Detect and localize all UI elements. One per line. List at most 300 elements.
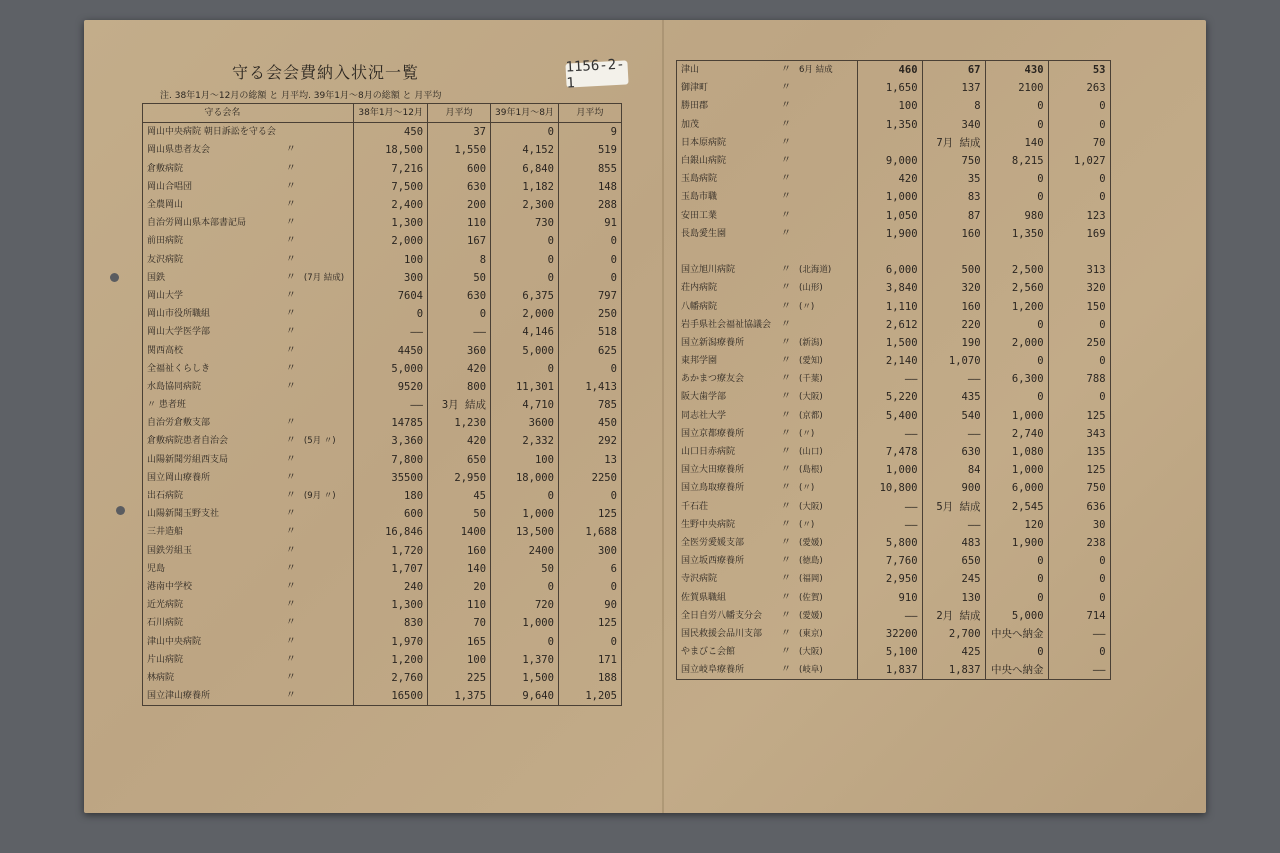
ditto-mark: 〃 (285, 599, 296, 611)
value-v3: 1,350 (985, 225, 1048, 243)
row-note (302, 669, 354, 687)
row-note (302, 687, 354, 706)
org-name: 安田工業 (681, 210, 718, 221)
value-v4: 2250 (558, 469, 621, 487)
value-v4: 70 (1048, 134, 1110, 152)
value-v3: 13,500 (491, 523, 559, 541)
row-note (302, 396, 354, 414)
value-v3: 1,000 (985, 461, 1048, 479)
table-row (677, 297, 1111, 315)
row-note (302, 578, 354, 596)
org-name: 港南中学校 (147, 581, 193, 592)
value-v2: —— (428, 323, 491, 341)
value-v4: 150 (1048, 297, 1110, 315)
ditto-mark: 〃 (285, 635, 296, 647)
table-row (677, 425, 1111, 443)
value-v3: 6,840 (491, 160, 559, 178)
org-name: 白銀山病院 (681, 156, 727, 167)
header-col-5: 月平均 (558, 104, 621, 123)
value-v2: 2,950 (428, 469, 491, 487)
table-row (143, 232, 622, 250)
org-name: 全医労愛媛支部 (681, 537, 745, 548)
ditto-mark: 〃 (285, 526, 296, 538)
value-v3: 0 (491, 251, 559, 269)
value-v1: —— (857, 516, 922, 534)
table-row (677, 588, 1111, 606)
value-v1: 2,000 (354, 232, 428, 250)
org-name: 前田病院 (147, 236, 184, 247)
value-v2: 70 (428, 614, 491, 632)
value-v2: 750 (922, 152, 985, 170)
table-row (677, 134, 1111, 152)
value-v1: 2,140 (857, 352, 922, 370)
header-note (302, 104, 354, 123)
row-note (302, 232, 354, 250)
value-v3: 1,000 (491, 614, 559, 632)
value-v1: 1,707 (354, 560, 428, 578)
value-v3: 0 (491, 632, 559, 650)
value-v3: 0 (491, 360, 559, 378)
table-row (143, 523, 622, 541)
ditto-mark: 〃 (285, 453, 296, 465)
value-v4: 13 (558, 451, 621, 469)
row-note: (徳島) (799, 556, 823, 567)
table-row (677, 188, 1111, 206)
value-v4: 636 (1048, 498, 1110, 516)
org-name (677, 243, 776, 261)
table-row (677, 625, 1111, 643)
value-v4: 9 (558, 123, 621, 142)
value-v4: 250 (1048, 334, 1110, 352)
org-name: あかまつ療友会 (681, 374, 745, 385)
ditto-mark: 〃 (781, 64, 792, 76)
value-v2: 200 (428, 196, 491, 214)
org-name: 片山病院 (147, 654, 184, 665)
value-v2: 900 (922, 479, 985, 497)
value-v4: 450 (558, 414, 621, 432)
ditto-mark: 〃 (781, 300, 792, 312)
value-v4: —— (1048, 661, 1110, 680)
value-v2: 650 (922, 552, 985, 570)
value-v4: 292 (558, 432, 621, 450)
value-v4: 125 (1048, 407, 1110, 425)
ditto-mark: 〃 (285, 217, 296, 229)
value-v2: 190 (922, 334, 985, 352)
org-name: 国立新潟療養所 (681, 337, 745, 348)
row-note: (千葉) (799, 374, 823, 385)
value-v1: 32200 (857, 625, 922, 643)
ditto-mark: 〃 (781, 609, 792, 621)
ditto-mark: 〃 (781, 500, 792, 512)
ditto-mark: 〃 (781, 227, 792, 239)
value-v3: 0 (985, 588, 1048, 606)
value-v1: 35500 (354, 469, 428, 487)
org-name: 玉島病院 (681, 174, 718, 185)
value-v1: 1,900 (857, 225, 922, 243)
table-row (677, 170, 1111, 188)
org-name: 国立岡山療養所 (147, 472, 211, 483)
value-v3: 100 (491, 451, 559, 469)
value-v1: 1,110 (857, 297, 922, 315)
row-note: (山口) (799, 447, 823, 458)
value-v1: 910 (857, 588, 922, 606)
value-v2: 630 (922, 443, 985, 461)
value-v1: —— (354, 323, 428, 341)
table-row (143, 632, 622, 650)
row-note: (7月 結成) (303, 272, 345, 283)
value-v1: 7604 (354, 287, 428, 305)
org-name: 山陽新聞労組西支局 (147, 454, 229, 465)
org-name: 国立旭川病院 (681, 265, 736, 276)
org-name: 岡山合唱団 (147, 181, 193, 192)
org-name: 岡山市役所職組 (147, 309, 211, 320)
ditto-mark: 〃 (781, 482, 792, 494)
value-v4: 0 (558, 360, 621, 378)
value-v2: 67 (922, 61, 985, 80)
value-v2: 320 (922, 279, 985, 297)
row-note (302, 251, 354, 269)
ditto-mark: 〃 (285, 362, 296, 374)
row-note: (大阪) (799, 647, 823, 658)
ditto-mark: 〃 (285, 289, 296, 301)
table-row (677, 498, 1111, 516)
ditto-mark: 〃 (285, 653, 296, 665)
table-row (143, 687, 622, 706)
org-name: 倉敷病院患者自治会 (147, 436, 229, 447)
table-row (677, 79, 1111, 97)
table-row (143, 651, 622, 669)
table-row (143, 560, 622, 578)
table-row (143, 196, 622, 214)
value-v2: 0 (428, 305, 491, 323)
ditto-mark: 〃 (781, 518, 792, 530)
org-name: 阪大歯学部 (681, 392, 727, 403)
ditto-mark: 〃 (285, 617, 296, 629)
row-note (302, 651, 354, 669)
table-row (677, 407, 1111, 425)
value-v4: 343 (1048, 425, 1110, 443)
value-v1: 2,612 (857, 316, 922, 334)
org-name: 国鉄労組玉 (147, 545, 193, 556)
table-row (677, 479, 1111, 497)
org-name: 国民救援会品川支部 (681, 628, 763, 639)
table-row (677, 261, 1111, 279)
value-v1: 7,500 (354, 178, 428, 196)
value-v4: 0 (1048, 388, 1110, 406)
value-v3: 2400 (491, 542, 559, 560)
org-name: 国立鳥取療養所 (681, 483, 745, 494)
value-v1: 10,800 (857, 479, 922, 497)
left-dues-table (142, 103, 622, 706)
value-v4: 125 (558, 505, 621, 523)
value-v2: 1,070 (922, 352, 985, 370)
value-v1 (857, 134, 922, 152)
value-v2: 2,700 (922, 625, 985, 643)
value-v2: 84 (922, 461, 985, 479)
table-row (143, 123, 622, 142)
ditto-mark: 〃 (781, 627, 792, 639)
paper-fold (662, 20, 664, 813)
row-note (302, 196, 354, 214)
row-note: (京都) (799, 410, 823, 421)
org-name: 東邦学園 (681, 356, 718, 367)
table-row (677, 334, 1111, 352)
value-v2: 650 (428, 451, 491, 469)
row-note: (東京) (799, 628, 823, 639)
table-row (143, 432, 622, 450)
value-v2: 420 (428, 432, 491, 450)
value-v3: 1,200 (985, 297, 1048, 315)
value-v3: 8,215 (985, 152, 1048, 170)
value-v1: 7,216 (354, 160, 428, 178)
value-v1: 5,800 (857, 534, 922, 552)
table-row (143, 614, 622, 632)
value-v4: 788 (1048, 370, 1110, 388)
table-row (677, 534, 1111, 552)
ditto-mark: 〃 (285, 580, 296, 592)
value-v4: 1,027 (1048, 152, 1110, 170)
punch-hole (116, 506, 125, 515)
value-v4: 171 (558, 651, 621, 669)
value-v2: 5月 結成 (922, 498, 985, 516)
value-v4: 135 (1048, 443, 1110, 461)
value-v2: 483 (922, 534, 985, 552)
org-name: 全日自労八幡支分会 (681, 610, 763, 621)
org-name: 岡山大学 (147, 290, 184, 301)
table-row (143, 141, 622, 159)
value-v3: 2,332 (491, 432, 559, 450)
ditto-mark: 〃 (781, 664, 792, 676)
value-v3: 0 (491, 232, 559, 250)
value-v3: 0 (985, 570, 1048, 588)
row-note (302, 323, 354, 341)
value-v4: 300 (558, 542, 621, 560)
ditto-mark: 〃 (781, 355, 792, 367)
value-v3: 1,080 (985, 443, 1048, 461)
row-note (302, 378, 354, 396)
value-v2: 7月 結成 (922, 134, 985, 152)
value-v3: 中央へ納金 (985, 625, 1048, 643)
ditto-mark: 〃 (285, 344, 296, 356)
row-note (302, 505, 354, 523)
value-v3: 0 (985, 388, 1048, 406)
value-v2: 435 (922, 388, 985, 406)
value-v3: 0 (985, 552, 1048, 570)
value-v3: 1,182 (491, 178, 559, 196)
value-v3: 0 (491, 123, 559, 142)
value-v3: 11,301 (491, 378, 559, 396)
row-note (302, 360, 354, 378)
value-v4: 0 (1048, 188, 1110, 206)
row-note (302, 178, 354, 196)
table-row (143, 469, 622, 487)
table-row (677, 152, 1111, 170)
row-note: (5月 〃) (303, 436, 336, 447)
value-v1: 100 (354, 251, 428, 269)
table-row (677, 643, 1111, 661)
value-v1: 2,760 (354, 669, 428, 687)
row-note (797, 116, 857, 134)
value-v2: 20 (428, 578, 491, 596)
value-v3: 2,560 (985, 279, 1048, 297)
value-v3: 730 (491, 214, 559, 232)
value-v4: 0 (1048, 352, 1110, 370)
org-name: 御津町 (681, 83, 709, 94)
value-v3: 6,000 (985, 479, 1048, 497)
table-row (677, 97, 1111, 115)
ditto-mark: 〃 (781, 591, 792, 603)
row-note (302, 341, 354, 359)
ditto-mark: 〃 (781, 536, 792, 548)
value-v3: 0 (985, 316, 1048, 334)
ditto-mark: 〃 (285, 180, 296, 192)
value-v3: 1,500 (491, 669, 559, 687)
table-row (143, 378, 622, 396)
value-v2: 1400 (428, 523, 491, 541)
ditto-mark: 〃 (781, 209, 792, 221)
value-v1: 5,220 (857, 388, 922, 406)
value-v3: 2,000 (491, 305, 559, 323)
ditto-mark: 〃 (781, 573, 792, 585)
table-row (143, 287, 622, 305)
table-row (677, 461, 1111, 479)
org-name: 千石荘 (681, 501, 709, 512)
ditto-mark: 〃 (781, 555, 792, 567)
table-row (677, 661, 1111, 680)
value-v2: 50 (428, 505, 491, 523)
value-v4: 785 (558, 396, 621, 414)
org-name: 全福祉くらしき (147, 363, 211, 374)
value-v2: 3月 結成 (428, 396, 491, 414)
value-v2: 160 (428, 542, 491, 560)
value-v3: 0 (985, 116, 1048, 134)
value-v3: 720 (491, 596, 559, 614)
ditto-mark: 〃 (781, 427, 792, 439)
row-note: (新潟) (799, 337, 823, 348)
value-v4: 169 (1048, 225, 1110, 243)
value-v2: —— (922, 516, 985, 534)
row-note: (北海道) (799, 265, 832, 276)
value-v3: 4,146 (491, 323, 559, 341)
value-v3: 中央へ納金 (985, 661, 1048, 680)
punch-hole (110, 273, 119, 282)
org-name: 勝田郡 (681, 101, 709, 112)
value-v1: 3,840 (857, 279, 922, 297)
value-v3: 0 (491, 269, 559, 287)
value-v1: 1,970 (354, 632, 428, 650)
value-v4: 1,413 (558, 378, 621, 396)
ditto-mark: 〃 (781, 155, 792, 167)
ditto-mark: 〃 (781, 282, 792, 294)
value-v4: 288 (558, 196, 621, 214)
value-v4: 0 (1048, 116, 1110, 134)
ditto-mark: 〃 (285, 235, 296, 247)
org-name: 自治労倉敷支部 (147, 418, 211, 429)
value-v2: 165 (428, 632, 491, 650)
ditto-mark (775, 243, 797, 261)
value-v1: 1,200 (354, 651, 428, 669)
value-v1: 5,000 (354, 360, 428, 378)
org-name: 国立坂西療養所 (681, 556, 745, 567)
table-row (143, 269, 622, 287)
value-v2: 45 (428, 487, 491, 505)
value-v3: 3600 (491, 414, 559, 432)
row-note (797, 97, 857, 115)
org-name: 岩手県社会福祉協議会 (681, 319, 772, 330)
value-v4: 125 (558, 614, 621, 632)
value-v1: 1,000 (857, 188, 922, 206)
org-name: 児島 (147, 563, 166, 574)
value-v2: 220 (922, 316, 985, 334)
value-v1: —— (857, 498, 922, 516)
table-row (677, 225, 1111, 243)
value-v4: 6 (558, 560, 621, 578)
table-row (677, 370, 1111, 388)
org-name: 山口日赤病院 (681, 447, 736, 458)
ditto-mark: 〃 (781, 136, 792, 148)
org-name: 八幡病院 (681, 301, 718, 312)
table-row (143, 178, 622, 196)
value-v3 (985, 243, 1048, 261)
ditto-mark: 〃 (285, 490, 296, 502)
value-v3: 18,000 (491, 469, 559, 487)
table-row (143, 360, 622, 378)
ditto-mark: 〃 (781, 336, 792, 348)
value-v1: 1,000 (857, 461, 922, 479)
ditto-mark: 〃 (781, 446, 792, 458)
value-v2: 83 (922, 188, 985, 206)
value-v2: 425 (922, 643, 985, 661)
value-v3: 430 (985, 61, 1048, 80)
value-v3: 2,300 (491, 196, 559, 214)
ditto-mark: 〃 (285, 562, 296, 574)
value-v4: 0 (1048, 570, 1110, 588)
value-v2: 1,550 (428, 141, 491, 159)
value-v2: 500 (922, 261, 985, 279)
value-v4: 90 (558, 596, 621, 614)
header-org-name: 守る会名 (143, 104, 302, 123)
row-note (302, 542, 354, 560)
row-note: (島根) (799, 465, 823, 476)
value-v3: 0 (985, 188, 1048, 206)
value-v1: 300 (354, 269, 428, 287)
ditto-mark: 〃 (781, 173, 792, 185)
value-v4: 0 (558, 578, 621, 596)
value-v3: 2,000 (985, 334, 1048, 352)
value-v1: 600 (354, 505, 428, 523)
table-row (677, 243, 1111, 261)
value-v2: 1,375 (428, 687, 491, 706)
value-v4: 518 (558, 323, 621, 341)
value-v1: 14785 (354, 414, 428, 432)
value-v4: 30 (1048, 516, 1110, 534)
ditto-mark: 〃 (285, 308, 296, 320)
table-row (143, 305, 622, 323)
row-note (302, 160, 354, 178)
table-row (677, 279, 1111, 297)
header-col-2: 38年1月～12月 (354, 104, 428, 123)
value-v4: 0 (558, 632, 621, 650)
org-name: 日本原病院 (681, 137, 727, 148)
value-v2: 1,837 (922, 661, 985, 680)
value-v1: 6,000 (857, 261, 922, 279)
value-v2: 8 (428, 251, 491, 269)
value-v4: 0 (1048, 316, 1110, 334)
value-v2: 2月 結成 (922, 607, 985, 625)
value-v4: 0 (1048, 170, 1110, 188)
table-row (143, 414, 622, 432)
value-v1: 7,760 (857, 552, 922, 570)
